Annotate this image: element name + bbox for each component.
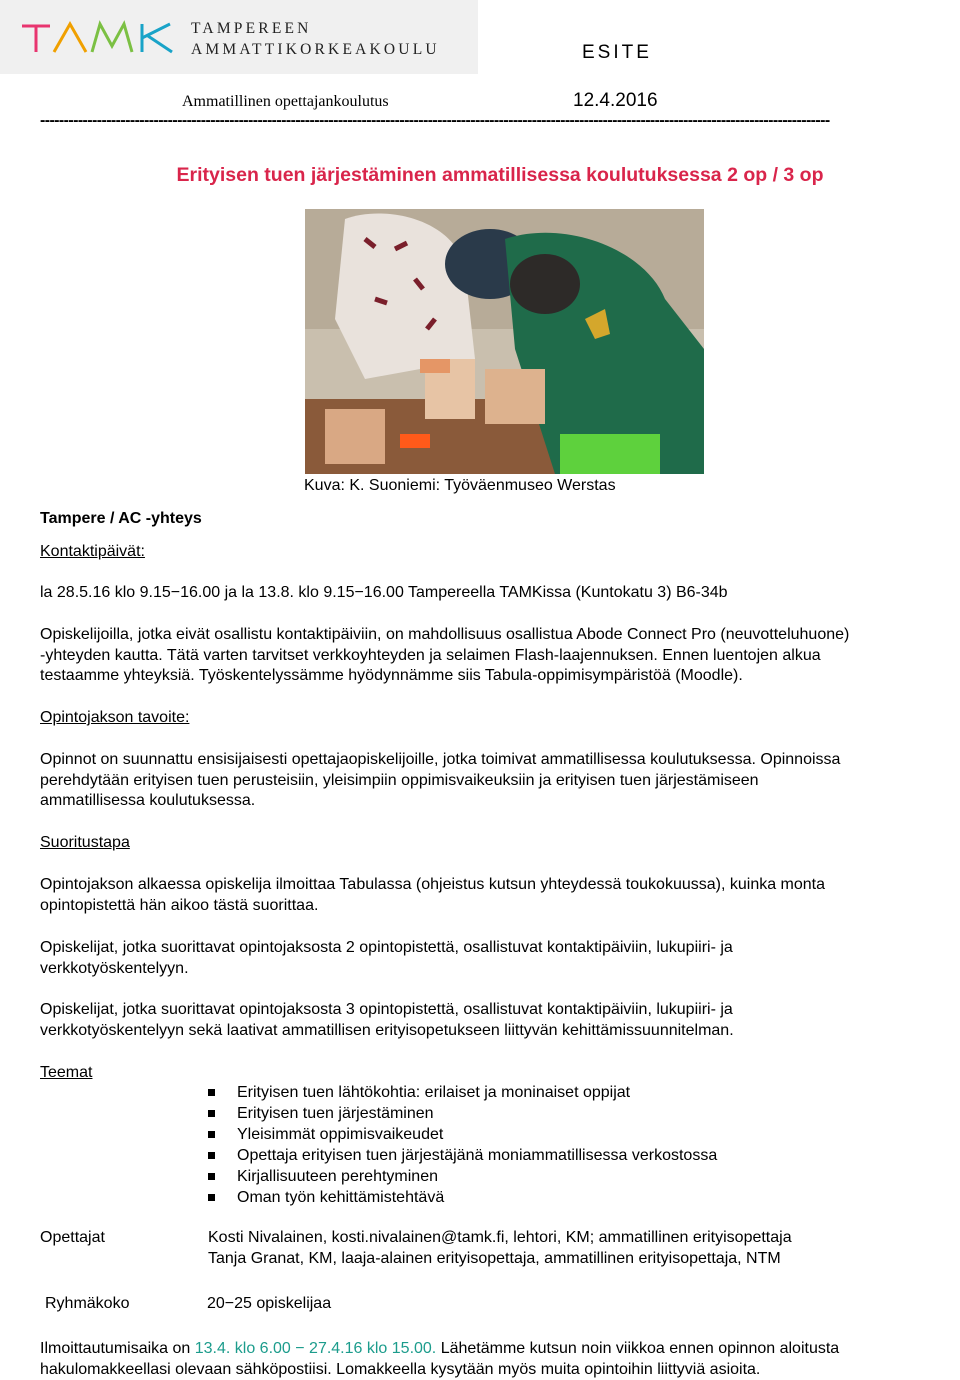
method-p1-line-2: opintopistettä hän aikoo tästä suorittaa. <box>40 897 319 914</box>
list-item: Yleisimmät oppimisvaikeudet <box>208 1124 717 1145</box>
contact-days: la 28.5.16 klo 9.15−16.00 ja la 13.8. klo 9.15−16.00 Tampereella TAMKissa (Kuntokatu 3) B6-34b <box>40 584 728 601</box>
document-type: ESITE <box>582 42 652 63</box>
contact-days-label: Kontaktipäivät: <box>40 543 145 560</box>
method-p2-line-2: verkkotyöskentelyyn. <box>40 960 189 977</box>
goal-line-1: Opinnot on suunnattu ensisijaisesti opettajaopiskelijoille, jotka toimivat ammatillisessa koulutuksessa. Opinnoissa <box>40 751 841 768</box>
department: Ammatillinen opettajankoulutus <box>182 93 389 110</box>
method-p3-line-2: verkkotyöskentelyyn sekä laativat ammatillisen erityisopetukseen liittyvän kehittämissuunnitelman. <box>40 1022 734 1039</box>
location-heading: Tampere / AC -yhteys <box>40 510 202 527</box>
page-title: Erityisen tuen järjestäminen ammatillisessa koulutuksessa 2 op / 3 op <box>176 164 824 186</box>
teachers-label: Opettajat <box>40 1229 105 1246</box>
document-date: 12.4.2016 <box>573 90 658 111</box>
list-item: Erityisen tuen järjestäminen <box>208 1103 717 1124</box>
group-size-label: Ryhmäkoko <box>45 1295 130 1312</box>
teacher-1: Kosti Nivalainen, kosti.nivalainen@tamk.fi, lehtori, KM; ammatillinen erityisopettaja <box>208 1229 792 1246</box>
method-p3-line-1: Opiskelijat, jotka suorittavat opintojaksosta 3 opintopistettä, osallistuvat kontaktipäiviin, lukupiiri- ja <box>40 1001 733 1018</box>
goal-heading: Opintojakson tavoite: <box>40 709 190 726</box>
remote-line-2: -yhteyden kautta. Tätä varten tarvitset verkkoyhteyden ja selaimen Flash-laajennuksen. Ennen luentojen alkua <box>40 647 821 664</box>
registration-line-2: hakulomakkeellasi olevaan sähköpostiisi. Lomakkeella kysytään myös muita opintoihin liittyviä asioita. <box>40 1361 761 1378</box>
header-separator: ----------------------------------------------------------------------------------------------------------------------------------------------------------------------- <box>40 112 830 129</box>
themes-list <box>208 1082 717 1208</box>
remote-line-3: testaamme yhteyksiä. Työskentelyssämme hyödynnämme siis Tabula-oppimisympäristöä (Moodle). <box>40 667 743 684</box>
remote-line-1: Opiskelijoilla, jotka eivät osallistu kontaktipäiviin, on mahdollisuus osallistua Abode Connect Pro (neuvotteluhuone) <box>40 626 850 643</box>
method-p2-line-1: Opiskelijat, jotka suorittavat opintojaksosta 2 opintopistettä, osallistuvat kontaktipäiviin, lukupiiri- ja <box>40 939 733 956</box>
registration-line-1 <box>40 1338 960 1359</box>
list-item: Opettaja erityisen tuen järjestäjänä moniammatillisessa verkostossa <box>208 1145 717 1166</box>
group-size-value: 20−25 opiskelijaa <box>207 1295 332 1312</box>
university-name-line2: AMMATTIKORKEAKOULU <box>191 41 440 58</box>
university-name-line1: TAMPEREEN <box>191 20 312 37</box>
list-item: Kirjallisuuteen perehtyminen <box>208 1166 717 1187</box>
photo-caption: Kuva: K. Suoniemi: Työväenmuseo Werstas <box>304 477 616 494</box>
teacher-2: Tanja Granat, KM, laaja-alainen erityisopettaja, ammatillinen erityisopettaja, NTM <box>208 1250 781 1267</box>
method-p1-line-1: Opintojakson alkaessa opiskelija ilmoittaa Tabulassa (ohjeistus kutsun yhteydessä toukokuussa), kuinka monta <box>40 876 826 893</box>
list-item: Oman työn kehittämistehtävä <box>208 1187 717 1208</box>
themes-heading: Teemat <box>40 1064 93 1081</box>
method-heading: Suoritustapa <box>40 834 130 851</box>
list-item: Erityisen tuen lähtökohtia: erilaiset ja moninaiset oppijat <box>208 1082 717 1103</box>
goal-line-2: perehdytään erityisen tuen perusteisiin, yleisimpiin oppimisvaikeuksiin ja erityisen tuen järjestämiseen <box>40 772 759 789</box>
registration-prefix: Ilmoittautumisaika on <box>40 1340 195 1357</box>
workshop-photo <box>305 209 704 474</box>
registration-period: 13.4. klo 6.00 − 27.4.16 klo 15.00. <box>194 1340 437 1357</box>
goal-line-3: ammatillisessa koulutuksessa. <box>40 792 256 809</box>
tamk-logo-icon <box>20 18 180 56</box>
registration-suffix: Lähetämme kutsun noin viikkoa ennen opinnon aloitusta <box>436 1340 840 1357</box>
